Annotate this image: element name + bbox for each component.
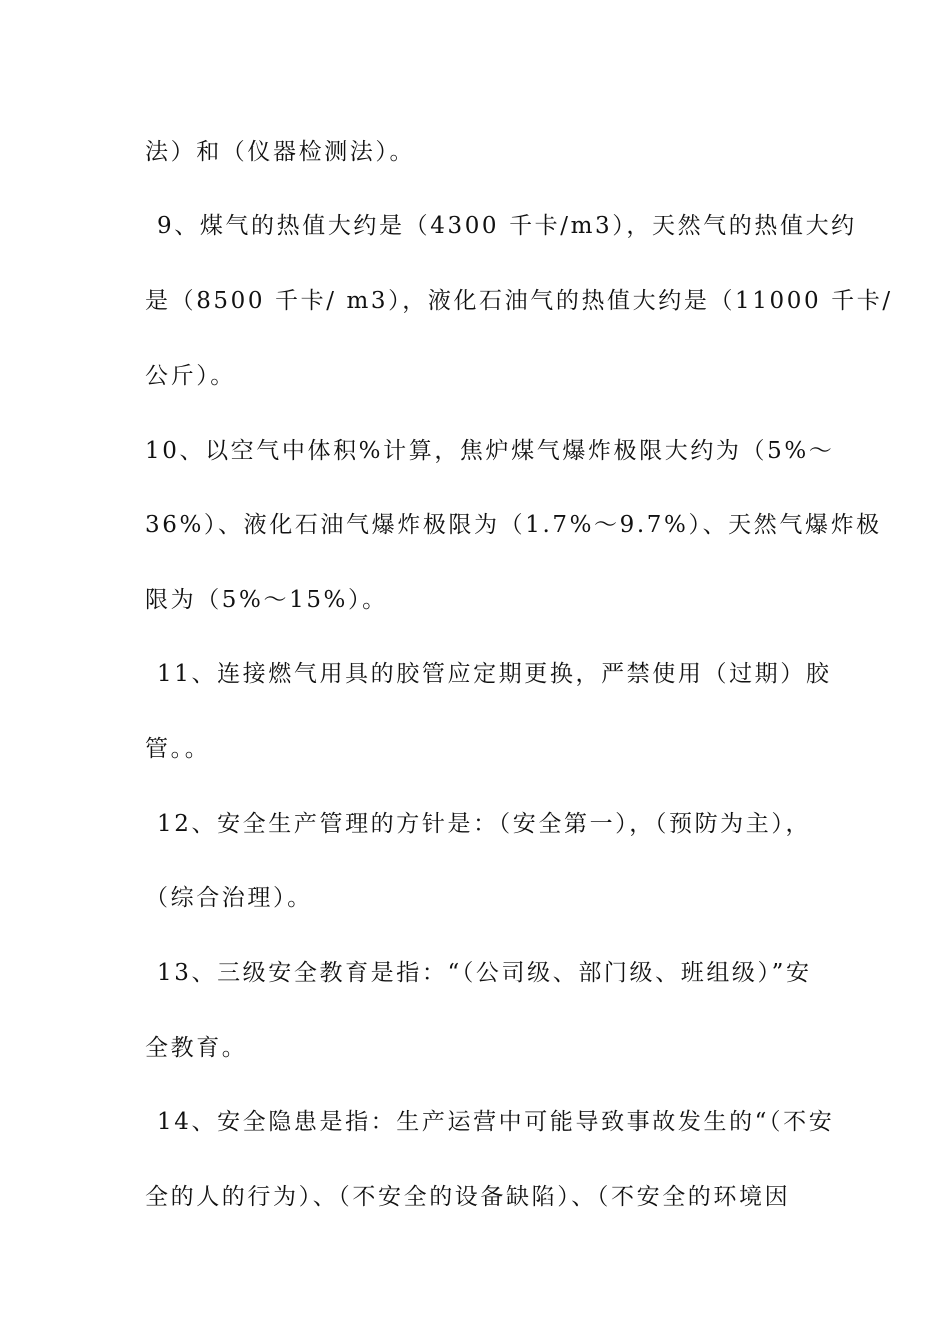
text-line: 11、连接燃气用具的胶管应定期更换，严禁使用（过期）胶 [157, 661, 832, 687]
text-line: 是（8500 千卡/ m3），液化石油气的热值大约是（11000 千卡/ [145, 288, 893, 314]
text-line: 9、煤气的热值大约是（4300 千卡/m3），天然气的热值大约 [157, 213, 857, 239]
text-line: 全教育。 [145, 1035, 248, 1061]
text-line: 14、安全隐患是指：生产运营中可能导致事故发生的“（不安 [157, 1109, 835, 1135]
text-line: 13、三级安全教育是指：“（公司级、部门级、班组级）”安 [157, 960, 812, 986]
text-line: （综合治理）。 [145, 885, 313, 911]
text-line: 36%）、液化石油气爆炸极限为（1.7%～9.7%）、天然气爆炸极 [145, 512, 882, 538]
text-line: 法）和（仪器检测法）。 [145, 139, 416, 165]
text-line: 10、以空气中体积%计算，焦炉煤气爆炸极限大约为（5%～ [145, 438, 835, 464]
text-line: 全的人的行为）、（不安全的设备缺陷）、（不安全的环境因 [145, 1184, 791, 1210]
text-line: 12、安全生产管理的方针是：（安全第一），（预防为主）， [157, 811, 812, 837]
text-line: 公斤）。 [145, 363, 236, 389]
text-line: 限为（5%～15%）。 [145, 587, 388, 613]
text-line: 管。。 [145, 736, 211, 762]
